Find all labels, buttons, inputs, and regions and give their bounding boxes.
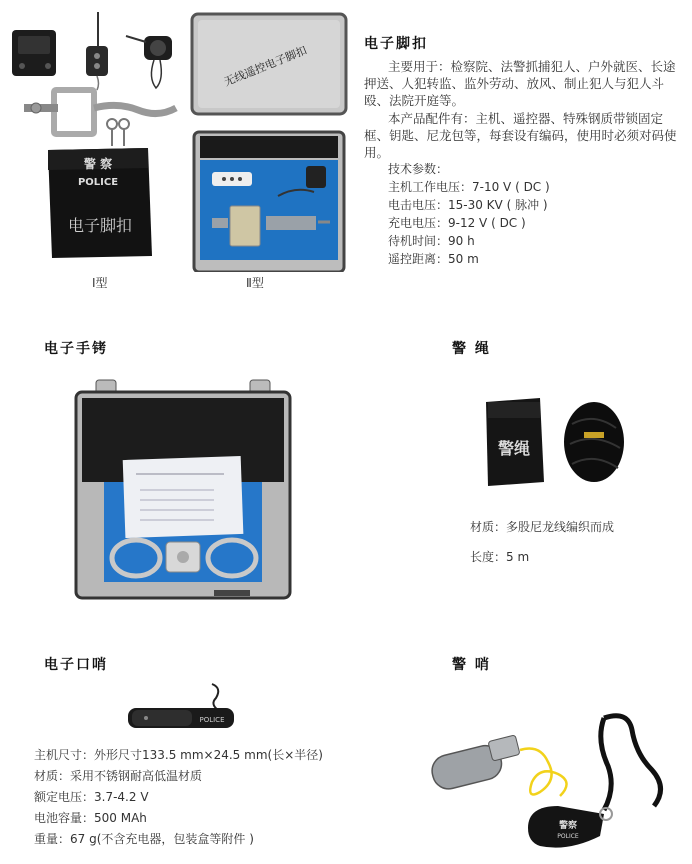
bag-label-text: 警 察 xyxy=(83,157,113,171)
ewhistle-specs xyxy=(34,745,323,850)
whistle-police-text: POLICE xyxy=(557,833,579,840)
ewhistle-spec-line: 材质：采用不锈钢耐高低温材质 xyxy=(34,769,203,783)
ankle-cuff-type2-image xyxy=(190,10,348,272)
rope-bag-text: 警绳 xyxy=(497,439,531,458)
spec-line: 待机时间：90 h xyxy=(388,234,475,248)
case-lid-text: 无线遥控电子脚扣 xyxy=(222,43,309,89)
spec-line: 充电电压：9-12 V ( DC ) xyxy=(388,216,526,230)
whistle-text: 警察 xyxy=(558,821,578,831)
ewhistle-spec-line: 电池容量：500 MAh xyxy=(34,811,147,825)
ewhistle-spec-line: 额定电压：3.7-4.2 V xyxy=(34,790,149,804)
whistle-image xyxy=(428,710,678,858)
ankle-specs xyxy=(388,160,550,268)
ankle-para-usage: 主要用于：检察院、法警抓捕犯人、户外就医、长途押送、人犯转监、监外劳动、放风、制止犯人与犯人斗殴、法院开庭等。 xyxy=(364,59,676,108)
ewhistle-spec-line: 主机尺寸：外形尺寸133.5 mm×24.5 mm(长×半径) xyxy=(34,748,323,762)
rope-image xyxy=(480,394,630,488)
whistle-title: 警 哨 xyxy=(452,657,491,673)
bag-police-text: POLICE xyxy=(77,177,119,188)
ewhistle-spec-line: 重量：67 g(不含充电器，包装盒等附件 ) xyxy=(34,832,254,846)
ankle-para-accessories: 本产品配件有：主机、遥控器、特殊钢质带锁固定框、钥匙、尼龙包等，每套设有编码，使用时必须对码使用。 xyxy=(364,111,677,160)
rope-spec-line: 材质：多股尼龙线编织而成 xyxy=(470,520,615,534)
ewhistle-device-text: POLICE xyxy=(199,716,225,724)
ewhistle-title: 电子口哨 xyxy=(44,657,108,673)
bag-hand-text: 电子脚扣 xyxy=(67,216,133,235)
ankle-title: 电子脚扣 xyxy=(364,36,428,52)
ewhistle-image xyxy=(126,680,240,734)
spec-line: 电击电压：15-30 KV ( 脉冲 ) xyxy=(388,198,548,212)
rope-title: 警 绳 xyxy=(452,341,491,357)
specs-title: 技术参数： xyxy=(388,162,449,176)
rope-specs xyxy=(470,512,614,572)
spec-line: 主机工作电压：7-10 V ( DC ) xyxy=(388,180,550,194)
handcuff-title: 电子手铐 xyxy=(44,341,108,357)
caption-type1: Ⅰ型 xyxy=(92,276,108,290)
ankle-cuff-type1-image xyxy=(8,8,184,270)
rope-spec-line: 长度：5 m xyxy=(470,550,530,564)
spec-line: 遥控距离：50 m xyxy=(388,252,479,266)
handcuff-image xyxy=(74,378,292,604)
caption-type2: Ⅱ型 xyxy=(246,276,264,290)
